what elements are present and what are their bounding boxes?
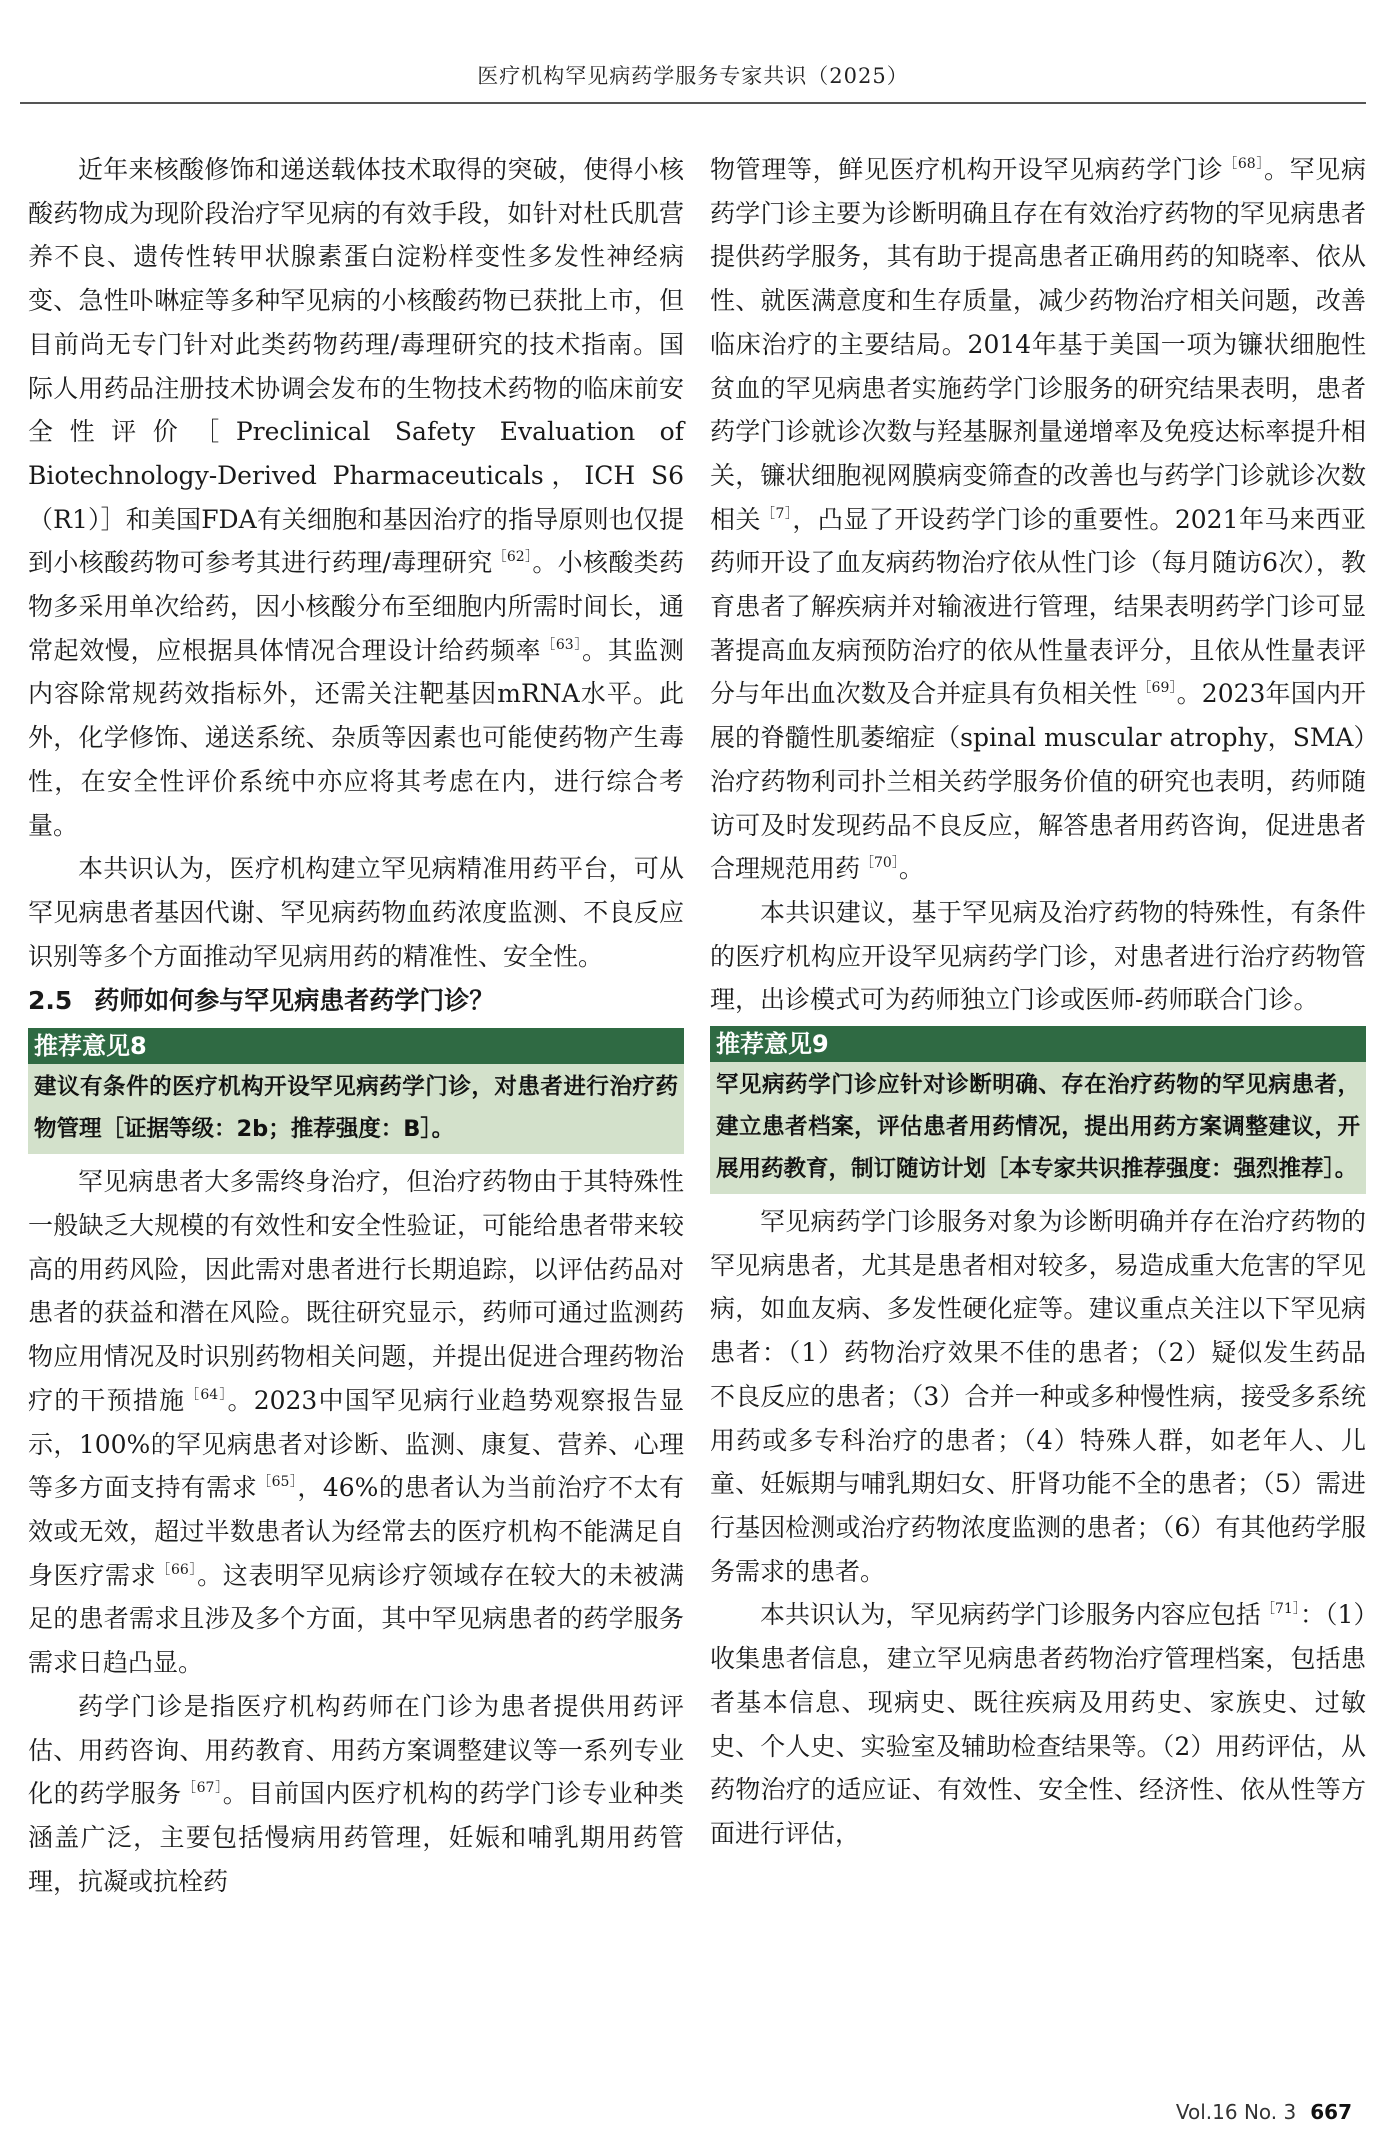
- citation: ［71］: [1260, 1601, 1300, 1618]
- citation: ［65］: [257, 1474, 298, 1491]
- recommendation-title: 推荐意见8: [28, 1028, 684, 1064]
- recommendation-body: 罕见病药学门诊应针对诊断明确、存在治疗药物的罕见病患者，建立患者档案，评估患者用药情况，提出用药方案调整建议，开展用药教育，制订随访计划［本专家共识推荐强度：强烈推荐］。: [716, 1072, 1360, 1183]
- running-header: [0, 0, 1386, 100]
- recommendation-box-8: [28, 1028, 684, 1154]
- paragraph: 药学门诊是指医疗机构药师在门诊为患者提供用药评估、用药咨询、用药教育、用药方案调整建议等一系列专业化的药学服务$^{[67]}$。目前国内医疗机构的药学门诊专业种类涵盖广泛，主要包括慢病用药管理，妊娠和哺乳期用药管理，抗凝或抗栓药: [28, 1691, 684, 1896]
- paragraph: 罕见病患者大多需终身治疗，但治疗药物由于其特殊性一般缺乏大规模的有效性和安全性验证，可能给患者带来较高的用药风险，因此需对患者进行长期追踪，以评估药品对患者的获益和潜在风险。既往研究显示，药师可通过监测药物应用情况及时识别药物相关问题，并提出促进合理药物治疗的干预措施$^{[64]}$。2023中国罕见病行业趋势观察报告显示，100%的罕见病患者对诊断、监测、康复、营养、心理等多方面支持有需求$^{[65]}$，46%的患者认为当前治疗不太有效或无效，超过半数患者认为经常去的医疗机构不能满足自身医疗需求$^{[66]}$。这表明罕见病诊疗领域存在较大的未被满足的患者需求且涉及多个方面，其中罕见病患者的药学服务需求日趋凸显。: [28, 1167, 684, 1678]
- section-number: 2.5: [28, 986, 73, 1016]
- citation: ［63］: [541, 636, 582, 653]
- header-rule: [20, 102, 1366, 104]
- left-column: [28, 148, 684, 1903]
- citation: ［62］: [492, 549, 533, 566]
- page-number: 667: [1310, 2100, 1352, 2124]
- section-title: 药师如何参与罕见病患者药学门诊？: [94, 986, 495, 1016]
- journal-running-title: 医疗机构罕见病药学服务专家共识（2025）: [477, 64, 909, 88]
- volume-issue: Vol.16 No. 3: [1175, 2100, 1297, 2124]
- recommendation-body: 建议有条件的医疗机构开设罕见病药学门诊，对患者进行治疗药物管理［证据等级：2b；推荐强度：B］。: [34, 1074, 678, 1143]
- recommendation-box-9: [710, 1026, 1366, 1194]
- paragraph: 近年来核酸修饰和递送载体技术取得的突破，使得小核酸药物成为现阶段治疗罕见病的有效手段，如针对杜氏肌营养不良、遗传性转甲状腺素蛋白淀粉样变性多发性神经病变、急性卟啉症等多种罕见病的小核酸药物已获批上市，但目前尚无专门针对此类药物药理/毒理研究的技术指南。国际人用药品注册技术协调会发布的生物技术药物的临床前安全性评价［Preclinical Safety Evaluation of Biotechnology-Derived Pharmaceuticals，ICH S6（R1）］和美国FDA有关细胞和基因治疗的指导原则也仅提到小核酸药物可参考其进行药理/毒理研究$^{[62]}$。小核酸类药物多采用单次给药，因小核酸分布至细胞内所需时间长，通常起效慢，应根据具体情况合理设计给药频率$^{[63]}$。其监测内容除常规药效指标外，还需关注靶基因mRNA水平。此外，化学修饰、递送系统、杂质等因素也可能使药物产生毒性，在安全性评价系统中亦应将其考虑在内，进行综合考量。: [28, 155, 684, 840]
- paragraph: 罕见病药学门诊服务对象为诊断明确并存在治疗药物的罕见病患者，尤其是患者相对较多，易造成重大危害的罕见病，如血友病、多发性硬化症等。建议重点关注以下罕见病患者：（1）药物治疗效果不佳的患者；（2）疑似发生药品不良反应的患者；（3）合并一种或多种慢性病，接受多系统用药或多专科治疗的患者；（4）特殊人群，如老年人、儿童、妊娠期与哺乳期妇女、肝肾功能不全的患者；（5）需进行基因检测或治疗药物浓度监测的患者；（6）有其他药学服务需求的患者。: [710, 1207, 1366, 1586]
- paragraph: 物管理等，鲜见医疗机构开设罕见病药学门诊$^{[68]}$。罕见病药学门诊主要为诊断明确且存在有效治疗药物的罕见病患者提供药学服务，其有助于提高患者正确用药的知晓率、依从性、就医满意度和生存质量，减少药物治疗相关问题，改善临床治疗的主要结局。2014年基于美国一项为镰状细胞性贫血的罕见病患者实施药学门诊服务的研究结果表明，患者药学门诊就诊次数与羟基脲剂量递增率及免疫达标率提升相关，镰状细胞视网膜病变筛查的改善也与药学门诊就诊次数相关$^{[7]}$，凸显了开设药学门诊的重要性。2021年马来西亚药师开设了血友病药物治疗依从性门诊（每月随访6次），教育患者了解疾病并对输液进行管理，结果表明药学门诊可显著提高血友病预防治疗的依从性量表评分，且依从性量表评分与年出血次数及合并症具有负相关性$^{[69]}$。2023年国内开展的脊髓性肌萎缩症（spinal muscular atrophy，SMA）治疗药物利司扑兰相关药学服务价值的研究也表明，药师随访可及时发现药品不良反应，解答患者用药咨询，促进患者合理规范用药$^{[70]}$。: [710, 155, 1366, 884]
- section-heading: [28, 978, 684, 1024]
- page-footer: [1176, 2100, 1352, 2124]
- citation: ［68］: [1223, 156, 1264, 172]
- citation: ［7］: [761, 505, 793, 522]
- paragraph: 本共识认为，罕见病药学门诊服务内容应包括$^{[71]}$：（1）收集患者信息，建立罕见病患者药物治疗管理档案，包括患者基本信息、现病史、既往疾病及用药史、家族史、过敏史、个人史、实验室及辅助检查结果等。（2）用药评估，从药物治疗的适应证、有效性、安全性、经济性、依从性等方面进行评估，: [710, 1600, 1366, 1848]
- citation: ［69］: [1137, 680, 1177, 697]
- citation: ［66］: [156, 1561, 198, 1578]
- citation: ［64］: [185, 1386, 228, 1403]
- paragraph: 本共识认为，医疗机构建立罕见病精准用药平台，可从罕见病患者基因代谢、罕见病药物血药浓度监测、不良反应识别等多个方面推动罕见病用药的精准性、安全性。: [28, 854, 684, 971]
- citation: ［67］: [181, 1780, 223, 1797]
- paragraph: 本共识建议，基于罕见病及治疗药物的特殊性，有条件的医疗机构应开设罕见病药学门诊，对患者进行治疗药物管理，出诊模式可为药师独立门诊或医师-药师联合门诊。: [710, 897, 1366, 1015]
- right-column: [710, 148, 1366, 1856]
- citation: ［70］: [860, 855, 899, 872]
- recommendation-title: 推荐意见9: [710, 1026, 1366, 1062]
